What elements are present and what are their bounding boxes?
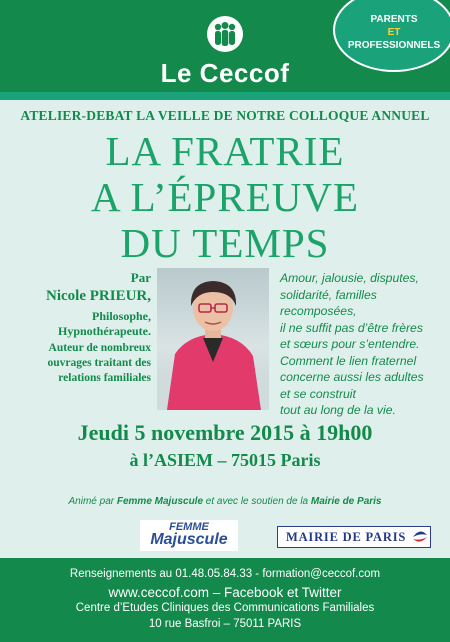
paris-emblem-icon bbox=[412, 529, 428, 545]
event-blurb bbox=[280, 270, 438, 419]
blurb-line: recomposées, bbox=[280, 304, 357, 318]
speaker-role: Hypnothérapeute. bbox=[58, 324, 151, 338]
footer-web: www.ceccof.com – Facebook et Twitter bbox=[108, 585, 342, 600]
event-title-line-3: DU TEMPS bbox=[120, 220, 330, 266]
mairie-de-paris-logo bbox=[277, 526, 431, 548]
speaker-description: ouvrages traitant des bbox=[47, 357, 151, 369]
credit-org-mairie: Mairie de Paris bbox=[310, 496, 382, 507]
header-divider bbox=[0, 92, 450, 100]
blurb-line: solidarité, familles bbox=[280, 287, 377, 302]
speaker-description: Auteur de nombreux bbox=[48, 342, 151, 354]
event-date: Jeudi 5 novembre 2015 à 19h00 bbox=[77, 420, 373, 445]
speaker-photo bbox=[157, 268, 269, 410]
badge-line-1: PARENTS bbox=[370, 14, 418, 25]
blurb-line: et sœurs pour s’entendre. bbox=[280, 337, 420, 351]
blurb-line: Comment le lien fraternel bbox=[280, 353, 417, 368]
footer-band bbox=[0, 558, 450, 642]
brand-name: Le Ceccof bbox=[160, 58, 290, 88]
femme-majuscule-logo bbox=[140, 520, 238, 551]
footer-address: 10 rue Basfroi – 75011 PARIS bbox=[148, 618, 302, 630]
credit-prefix: Animé par bbox=[68, 496, 117, 507]
credit-line bbox=[0, 496, 450, 507]
speaker-info bbox=[20, 270, 151, 386]
event-title-line-1: LA FRATRIE bbox=[105, 128, 345, 174]
mairie-de-paris-logo-text: MAIRIE DE PARIS bbox=[286, 530, 407, 544]
speaker-name: Nicole PRIEUR, bbox=[46, 288, 151, 304]
blurb-line: et se construit bbox=[280, 386, 356, 401]
femme-majuscule-logo-text: FEMME bbox=[169, 521, 209, 533]
speaker-description: relations familiales bbox=[58, 372, 151, 384]
badge-line-2: ET bbox=[387, 27, 401, 38]
femme-majuscule-logo-text: Majuscule bbox=[150, 531, 228, 548]
credit-org-femme-majuscule: Femme Majuscule bbox=[116, 496, 204, 507]
family-icon bbox=[207, 16, 243, 52]
event-title-line-2: A L’ÉPREUVE bbox=[90, 174, 360, 220]
badge-line-3: PROFESSIONNELS bbox=[347, 40, 441, 51]
blurb-line: tout au long de la vie. bbox=[280, 403, 396, 417]
blurb-line: il ne suffit pas d’être frères bbox=[280, 320, 423, 335]
footer-contact: Renseignements au 01.48.05.84.33 - formation@ceccof.com bbox=[69, 568, 381, 580]
footer-organization: Centre d’Etudes Cliniques des Communications Familiales bbox=[75, 602, 375, 614]
header-band bbox=[0, 0, 450, 92]
event-kicker: ATELIER-DEBAT LA VEILLE DE NOTRE COLLOQUE ANNUEL bbox=[20, 108, 430, 123]
blurb-line: concerne aussi les adultes bbox=[280, 370, 424, 384]
blurb-line: Amour, jalousie, disputes, bbox=[280, 271, 419, 285]
event-venue: à l’ASIEM – 75015 Paris bbox=[129, 450, 321, 470]
speaker-by: Par bbox=[130, 270, 151, 285]
speaker-role: Philosophe, bbox=[91, 309, 151, 323]
credit-middle: et avec le soutien de la bbox=[203, 496, 311, 507]
